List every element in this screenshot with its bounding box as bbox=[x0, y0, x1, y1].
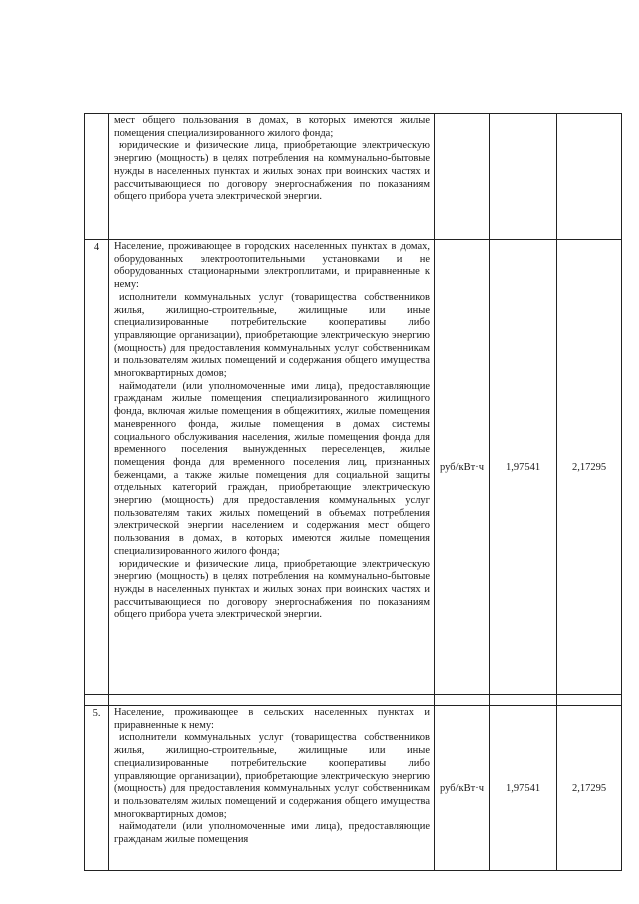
row-number: 5. bbox=[85, 706, 109, 871]
description-paragraph: исполнители коммунальных услуг (товарищества собственников жилья, жилищно-строительные, жилищные или иные специализированные потребительские кооперативы либо управляющие организации), приобретающие электрическую энергию (мощность) для предоставления коммунальных услуг собственникам и пользователям жилых помещений и содержания общего имущества многоквартирных домов; bbox=[114, 291, 430, 380]
description-paragraph: юридические и физические лица, приобретающие электрическую энергию (мощность) в целях потребления на коммунально-бытовые нужды в населенных пунктах и жилых зонах при воинских частях и рассчитывающиеся по договору энергоснабжения по показаниям общего прибора учета электрической энергии. bbox=[114, 140, 430, 203]
tariff-value-2: 2,17295 bbox=[557, 706, 622, 871]
description-paragraph: наймодатели (или уполномоченные ими лица), предоставляющие гражданам жилые помещения специализированного жилищного фонда, включая жилые помещения в общежитиях, жилые помещения маневренного фонда, жилые помещения в домах системы социального обслуживания населения, жилые помещения фонда для временного поселения вынужденных переселенцев, жилые помещения фонда для временного поселения лиц, признанных беженцами, а также жилые помещения для социальной защиты отдельных категорий граждан, приобретающие электрическую энергию (мощность) для предоставления коммунальных услуг пользователям таких жилых помещений в объемах потребления электрической энергии населением и содержания мест общего пользования в домах, в которых имеются жилые помещения специализированного жилого фонда; bbox=[114, 380, 430, 557]
tariff-value-2: 2,17295 bbox=[557, 240, 622, 695]
spacer-cell bbox=[435, 695, 490, 706]
description-paragraph: Население, проживающее в сельских населенных пунктах и приравненные к нему: bbox=[114, 707, 430, 731]
spacer-cell bbox=[109, 695, 435, 706]
spacer-cell bbox=[85, 695, 109, 706]
tariff-value-1: 1,97541 bbox=[490, 240, 557, 695]
table-row bbox=[85, 240, 622, 695]
description-paragraph: наймодатели (или уполномоченные ими лица), предоставляющие гражданам жилые помещения bbox=[114, 821, 430, 846]
unit-cell bbox=[435, 114, 490, 240]
row-description bbox=[109, 706, 435, 871]
table-row bbox=[85, 114, 622, 240]
description-paragraph: Население, проживающее в городских населенных пунктах в домах, оборудованных электроотопительными установками и не оборудованных стационарными электроплитами, и приравненные к нему: bbox=[114, 241, 430, 291]
tariff-table bbox=[84, 113, 622, 871]
spacer-cell bbox=[490, 695, 557, 706]
spacer-cell bbox=[557, 695, 622, 706]
row-number: 4 bbox=[85, 240, 109, 695]
tariff-value-2 bbox=[557, 114, 622, 240]
description-paragraph: исполнители коммунальных услуг (товарищества собственников жилья, жилищно-строительные, жилищные или иные специализированные потребительские кооперативы либо управляющие организации), приобретающие электрическую энергию (мощность) для предоставления коммунальных услуг собственникам и пользователям жилых помещений и содержания общего имущества многоквартирных домов; bbox=[114, 732, 430, 820]
row-description bbox=[109, 240, 435, 695]
description-paragraph: юридические и физические лица, приобретающие электрическую энергию (мощность) в целях потребления на коммунально-бытовые нужды в населенных пунктах и жилых зонах при воинских частях и рассчитывающиеся по договору энергоснабжения по показаниям общего прибора учета электрической энергии. bbox=[114, 558, 430, 621]
unit-cell: руб/кВт·ч bbox=[435, 706, 490, 871]
row-number bbox=[85, 114, 109, 240]
row-description bbox=[109, 114, 435, 240]
description-paragraph: мест общего пользования в домах, в которых имеются жилые помещения специализированного жилого фонда; bbox=[114, 115, 430, 139]
tariff-value-1 bbox=[490, 114, 557, 240]
unit-cell: руб/кВт·ч bbox=[435, 240, 490, 695]
row-spacer bbox=[85, 695, 622, 706]
table-row bbox=[85, 706, 622, 871]
tariff-value-1: 1,97541 bbox=[490, 706, 557, 871]
